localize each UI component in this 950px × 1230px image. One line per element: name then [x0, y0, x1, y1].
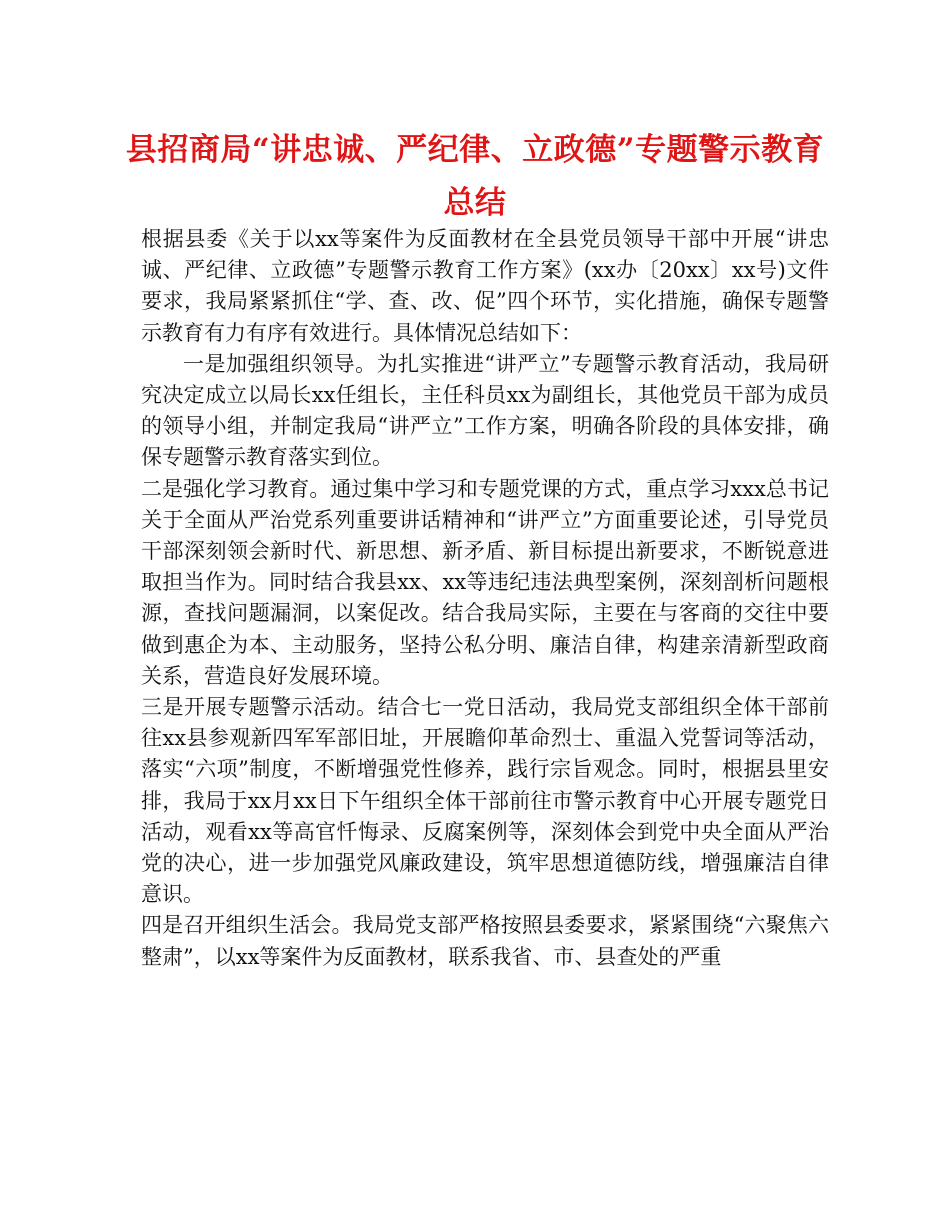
section-warning-activities: 三是开展专题警示活动。结合七一党日活动，我局党支部组织全体干部前往xx县参观新四军军部旧址，开展瞻仰革命烈士、重温入党誓词等活动，落实“六项”制度，不断增强党性修养，践行宗旨观念。同时，根据县里安排，我局于xx月xx日下午组织全体干部前往市警示教育中心开展专题党日活动，观看xx等高官忏悔录、反腐案例等，深刻体会到党中央全面从严治党的决心，进一步加强党风廉政建设，筑牢思想道德防线，增强廉洁自律意识。 [141, 695, 829, 907]
document-title: 县招商局“讲忠诚、严纪律、立政德”专题警示教育总结 [125, 132, 825, 221]
document-body [141, 224, 829, 973]
section-organization-life-meeting: 四是召开组织生活会。我局党支部严格按照县委要求，紧紧围绕“六聚焦六整肃”，以xx等案件为反面教材，联系我省、市、县查处的严重 [141, 913, 829, 969]
section-organization-leadership: 一是加强组织领导。为扎实推进“讲严立”专题警示教育活动，我局研究决定成立以局长xx任组长，主任科员xx为副组长，其他党员干部为成员的领导小组，并制定我局“讲严立”工作方案，明确各阶段的具体安排，确保专题警示教育落实到位。 [141, 351, 829, 470]
section-study-education: 二是强化学习教育。通过集中学习和专题党课的方式，重点学习xxx总书记关于全面从严治党系列重要讲话精神和“讲严立”方面重要论述，引导党员干部深刻领会新时代、新思想、新矛盾、新目标提出新要求，不断锐意进取担当作为。同时结合我县xx、xx等违纪违法典型案例，深刻剖析问题根源，查找问题漏洞，以案促改。结合我局实际，主要在与客商的交往中要做到惠企为本、主动服务，坚持公私分明、廉洁自律，构建亲清新型政商关系，营造良好发展环境。 [141, 476, 829, 688]
intro-paragraph: 根据县委《关于以xx等案件为反面教材在全县党员领导干部中开展“讲忠诚、严纪律、立政德”专题警示教育工作方案》(xx办〔20xx〕xx号)文件要求，我局紧紧抓住“学、查、改、促”四个环节，实化措施，确保专题警示教育有力有序有效进行。具体情况总结如下： [141, 227, 829, 345]
